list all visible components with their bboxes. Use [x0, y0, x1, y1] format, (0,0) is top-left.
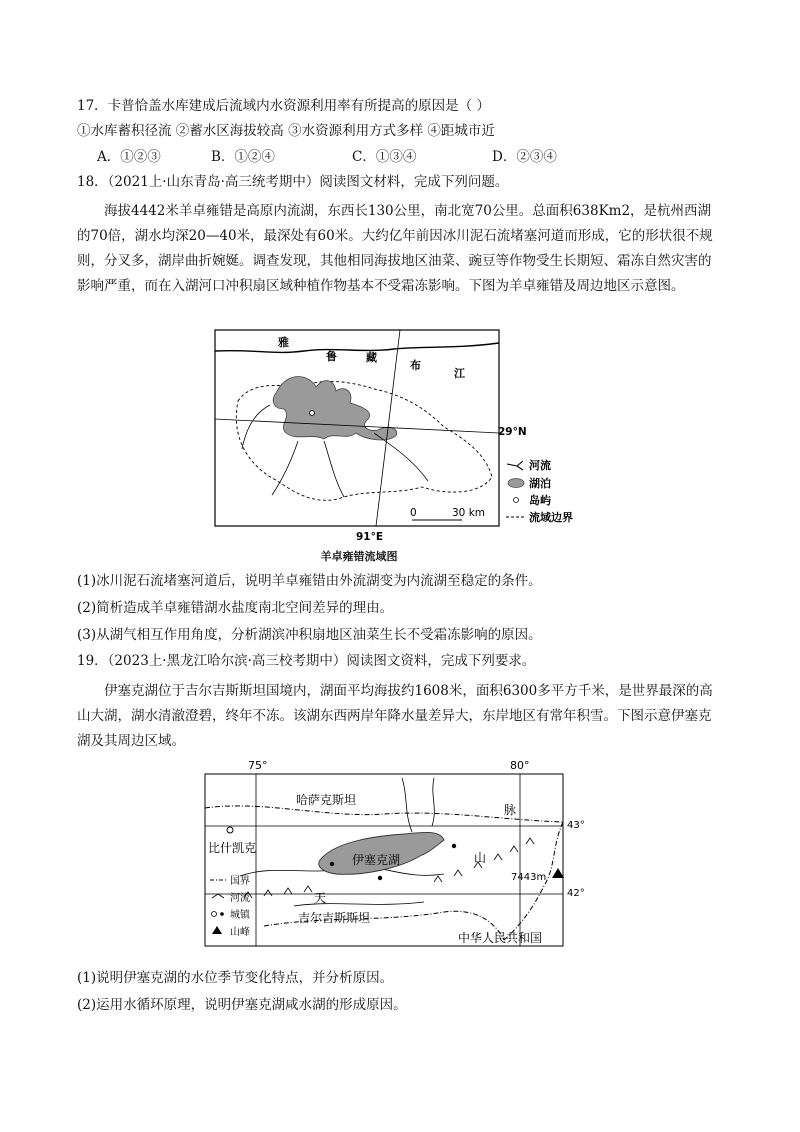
river-char-2: 鲁 [326, 350, 337, 363]
bishkek-marker [227, 827, 233, 833]
legend-border: 国界 [230, 876, 250, 887]
lake-label: 伊塞克湖 [352, 853, 401, 867]
yamdrok-map-caption: 羊卓雍错流域图 [320, 550, 398, 563]
q17-option-d: D．②③④ [492, 149, 557, 165]
island-marker [310, 411, 315, 416]
china-label: 中华人民共和国 [458, 931, 543, 945]
lat-29n-label: 29°N [498, 426, 527, 438]
lat-42-label: 42° [567, 888, 585, 899]
lon-80-label: 80° [510, 759, 530, 772]
legend-river: 河流 [230, 893, 250, 904]
legend-peak: 山峰 [230, 927, 250, 938]
scale-zero: 0 [410, 507, 417, 519]
river-char-1: 雅 [278, 336, 289, 349]
town-marker-1 [452, 844, 456, 848]
mountain-mai-label: 脉 [504, 803, 517, 817]
yarlung-river [215, 343, 499, 352]
q18-material: 海拔4442米羊卓雍错是高原内流湖，东西长130公里，南北宽70公里。总面积638Km2，是杭州西湖的70倍，湖水均深20—40米，最深处有60米。大约亿年前因冰川泥石流堵塞河道而形成，它的形状很不规则，分叉多，湖岸曲折婉娫。调查发现，其他相同海拔地区油菜、豌豆等作物受生长期短、霜冻自然灾害的影响严重，而在入湖河口冲积扇区域种植作物基本不受霜冻影响。下图为羊卓雍错及周边地区示意图。 [77, 203, 713, 294]
lat-43-label: 43° [567, 820, 585, 831]
mountain-shan-label: 山 [474, 851, 487, 865]
q17-option-c: C．①③④ [352, 149, 417, 165]
peak-marker [552, 868, 564, 878]
legend-island: 岛屿 [529, 494, 551, 507]
lon-91e-label: 91°E [356, 531, 384, 543]
q17-option-b: B．①②④ [211, 149, 275, 165]
q17-stem: 17．卡普恰盖水库建成后流域内水资源利用率有所提高的原因是（ ） [77, 98, 490, 114]
town-marker-3 [330, 862, 334, 866]
legend-city-symbol [212, 912, 217, 917]
yamdrok-lake-map [214, 329, 590, 551]
bishkek-label: 比什凯克 [208, 841, 257, 855]
river-char-3: 藏 [366, 351, 377, 364]
mountain-tian-label: 天 [314, 891, 327, 905]
q19-question-2: (2)运用水循环原理，说明伊塞克湖咸水湖的形成原因。 [77, 997, 407, 1013]
legend-island-symbol [514, 498, 519, 503]
scale-30km: 30 km [452, 507, 486, 519]
legend-town-symbol [220, 912, 224, 916]
q18-question-2: (2)简析造成羊卓雍错湖水盐度南北空间差异的理由。 [77, 600, 394, 616]
legend-river-symbol [507, 461, 523, 470]
kyrgyzstan-label: 吉尔吉斯斯坦 [298, 911, 371, 925]
town-marker-2 [378, 876, 382, 880]
q18-question-3: (3)从湖气相互作用角度，分析湖滨冲积扇地区油菜生长不受霜冻影响的原因。 [77, 627, 542, 643]
legend-river-symbol [212, 894, 224, 898]
kazakhstan-label: 哈萨克斯坦 [296, 793, 357, 807]
river-char-4: 布 [410, 359, 421, 372]
yamdrok-lake [273, 377, 397, 440]
legend-lake-symbol [508, 479, 524, 488]
peak-label: 7443m [511, 872, 547, 883]
q19-header: 19．（2023上·黑龙江哈尔滨·高三校考期中）阅读图文资料，完成下列要求。 [77, 653, 536, 669]
q18-header: 18．（2021上·山东青岛·高三统考期中）阅读图文材料，完成下列问题。 [77, 174, 509, 190]
q19-question-1: (1)说明伊塞克湖的水位季节变化特点，并分析原因。 [77, 970, 394, 986]
river-char-5: 江 [454, 367, 465, 380]
q18-question-1: (1)冰川泥石流堵塞河道后，说明羊卓雍错由外流湖变为内流湖至稳定的条件。 [77, 573, 542, 589]
q17-option-a: A．①②③ [97, 149, 161, 165]
q17-reasons: ①水库蓄积径流 ②蓄水区海拔较高 ③水资源利用方式多样 ④距城市近 [77, 123, 495, 139]
legend-river: 河流 [529, 459, 551, 472]
legend-town: 城镇 [230, 910, 250, 921]
issyk-kul-map [204, 756, 588, 952]
legend-peak-symbol [212, 926, 222, 934]
lon-75-label: 75° [248, 759, 268, 772]
legend-lake: 湖泊 [529, 477, 551, 490]
legend-boundary: 流域边界 [529, 511, 573, 524]
q19-material: 伊塞克湖位于吉尔吉斯斯坦国境内，湖面平均海拔约1608米，面积6300多平方千米，是世界最深的高山大湖，湖水清澈澄碧，终年不冻。该湖东西两岸年降水量差异大，东岸地区有常年积雪。下图示意伊塞克湖及其周边区域。 [77, 683, 713, 749]
